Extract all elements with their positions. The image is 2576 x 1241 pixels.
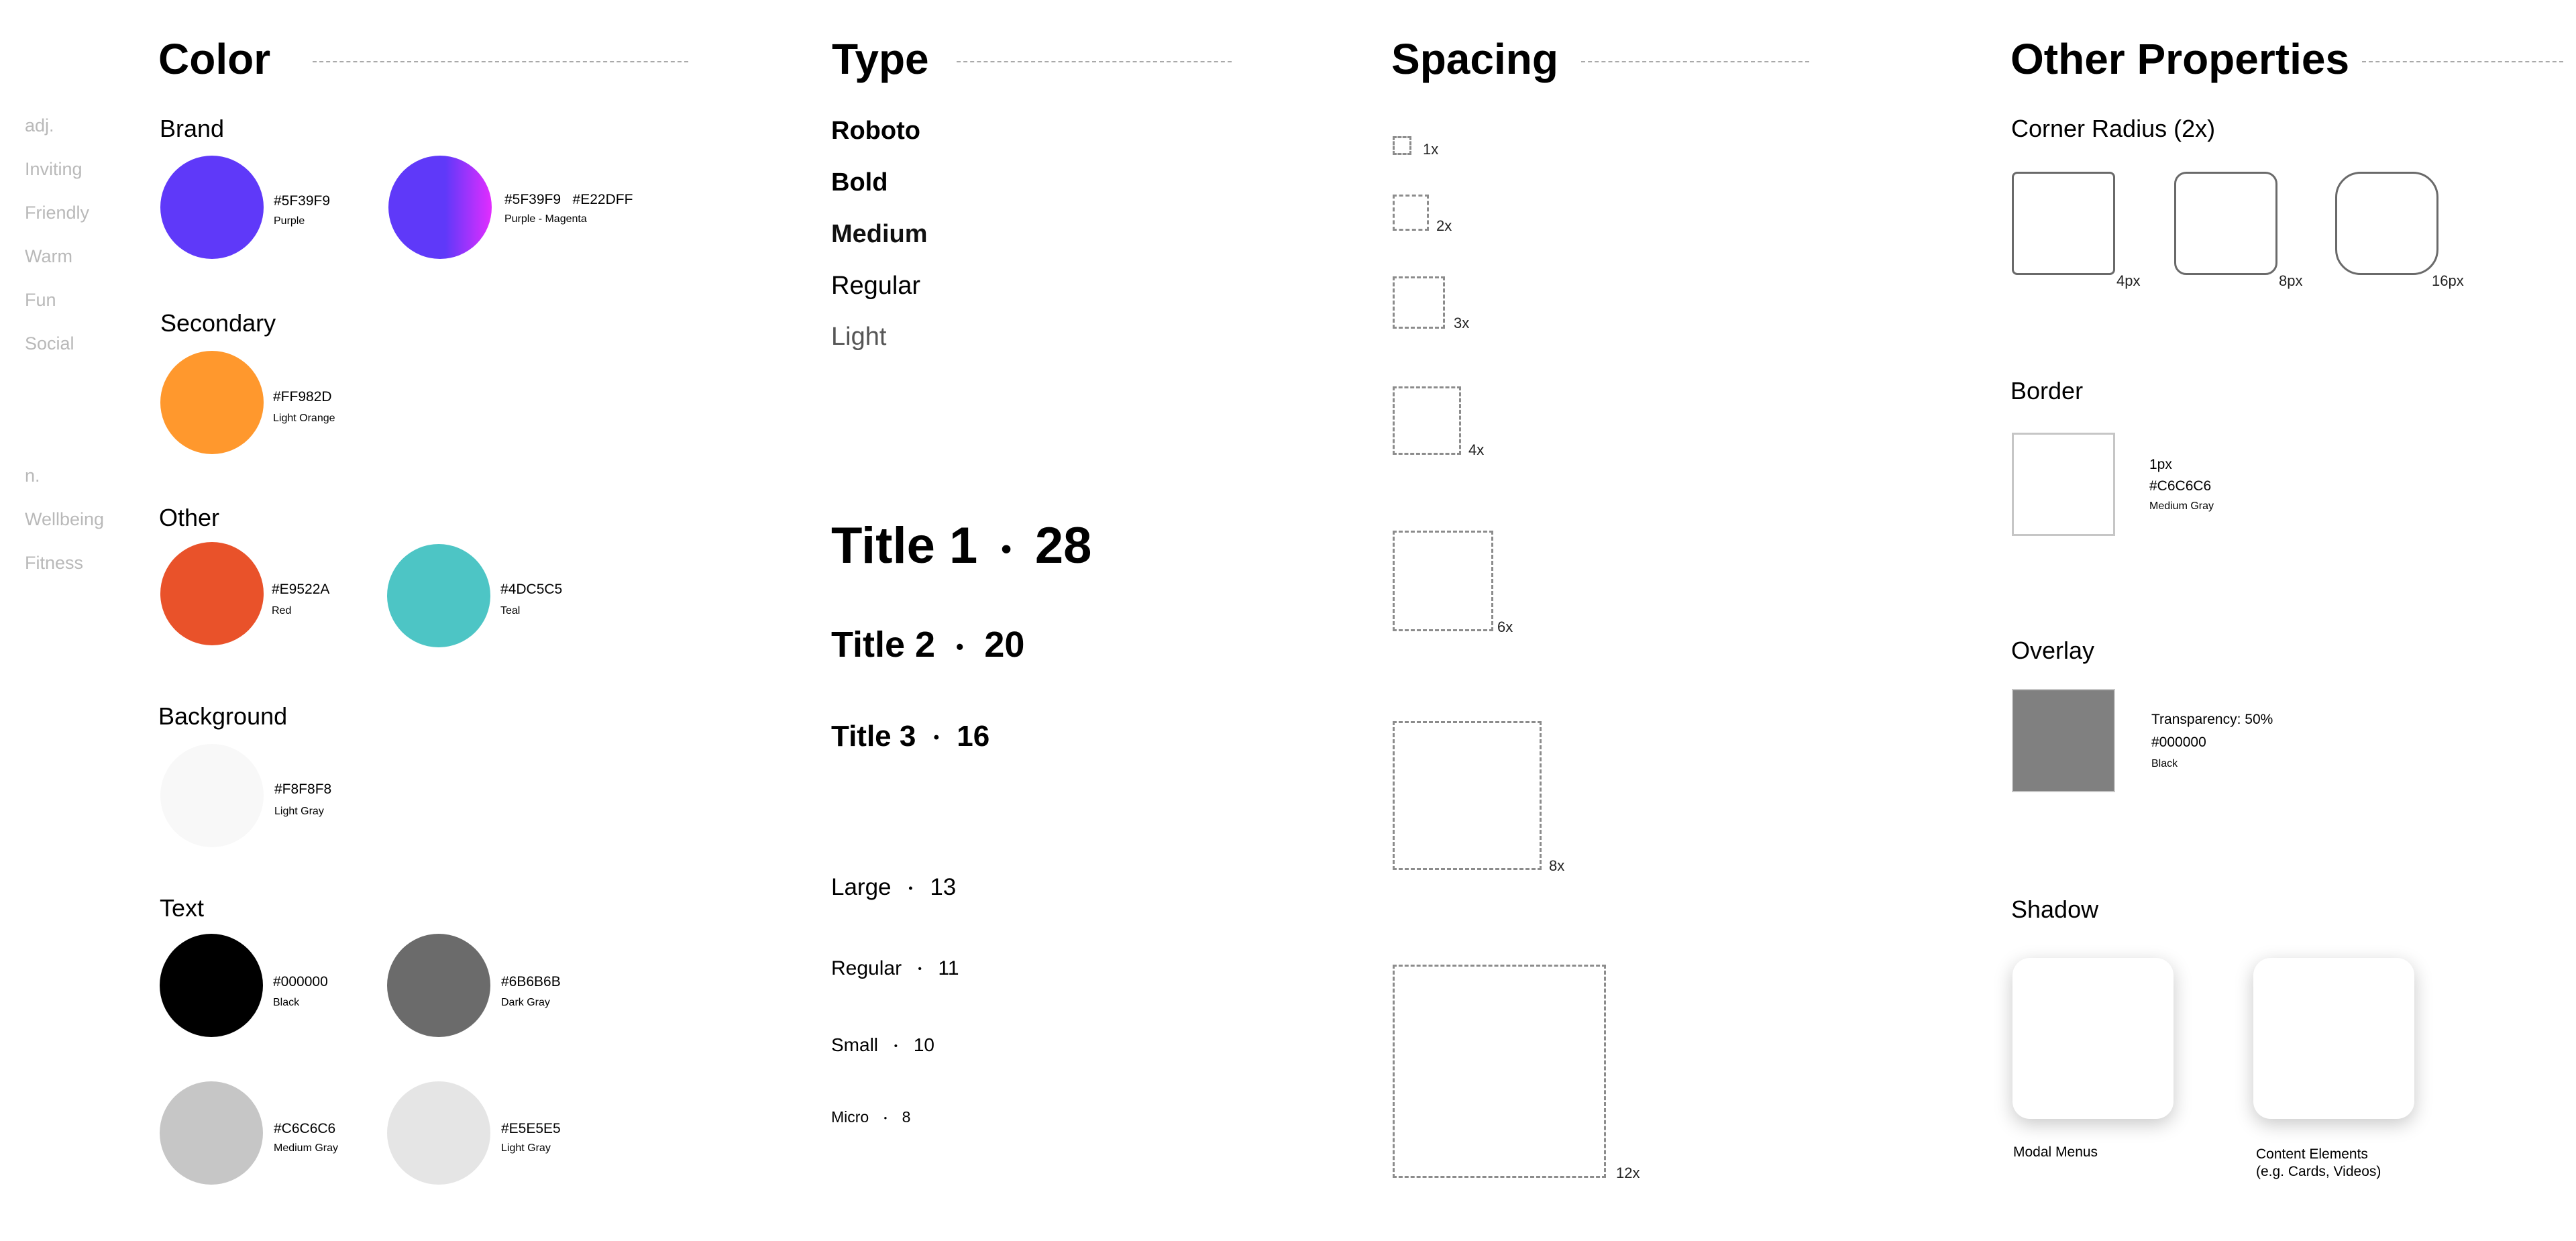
swatch-light-orange	[160, 351, 264, 454]
swatch-light-gray-hex: #E5E5E5	[501, 1121, 561, 1136]
border-hex: #C6C6C6	[2149, 478, 2212, 494]
secondary-heading: Secondary	[160, 309, 276, 337]
swatch-light-orange-name: Light Orange	[273, 413, 335, 424]
type-body-regular-name: Regular	[831, 957, 902, 979]
shadow-content-label-line1: Content Elements	[2256, 1146, 2368, 1162]
type-body-micro-name: Micro	[831, 1108, 869, 1126]
color-title-divider	[313, 61, 688, 62]
spacing-label-12x: 12x	[1616, 1165, 1640, 1181]
type-body-small-separator: •	[894, 1040, 898, 1053]
swatch-purple-hex: #5F39F9	[274, 193, 331, 209]
type-section-title: Type	[832, 35, 929, 83]
type-title-3-separator: •	[933, 729, 939, 747]
adj-item-fun: Fun	[25, 290, 56, 310]
corner-radius-16px-label: 16px	[2432, 272, 2464, 289]
swatch-light-gray	[387, 1081, 490, 1185]
overlay-color-name: Black	[2151, 758, 2178, 769]
adj-item-friendly: Friendly	[25, 203, 90, 223]
type-body-small-size: 10	[913, 1034, 934, 1055]
swatch-light-gray-background	[160, 744, 264, 847]
background-heading: Background	[158, 702, 288, 730]
noun-label: n.	[25, 466, 40, 486]
swatch-red	[160, 542, 264, 645]
noun-item-fitness: Fitness	[25, 553, 84, 573]
swatch-medium-gray	[160, 1081, 263, 1185]
border-heading: Border	[2010, 377, 2084, 404]
overlay-transparency: Transparency: 50%	[2151, 712, 2273, 727]
swatch-purple-name: Purple	[274, 215, 305, 227]
swatch-dark-gray-hex: #6B6B6B	[501, 974, 561, 989]
border-color-name: Medium Gray	[2149, 500, 2214, 512]
corner-radius-4px-box	[2012, 172, 2115, 275]
shadow-heading: Shadow	[2011, 896, 2099, 923]
swatch-black-hex: #000000	[273, 974, 328, 989]
type-body-large-separator: •	[908, 881, 913, 896]
adj-item-social: Social	[25, 333, 74, 354]
shadow-modal-label: Modal Menus	[2013, 1144, 2098, 1160]
type-weight-bold: Bold	[831, 168, 888, 197]
type-body-regular	[831, 957, 959, 980]
brand-heading: Brand	[160, 115, 225, 142]
swatch-light-orange-hex: #FF982D	[273, 389, 332, 404]
spacing-label-2x: 2x	[1436, 217, 1452, 234]
swatch-medium-gray-name: Medium Gray	[274, 1142, 339, 1154]
spacing-label-8x: 8x	[1549, 857, 1565, 874]
swatch-teal-hex: #4DC5C5	[500, 582, 563, 597]
shadow-modal-sample	[2012, 958, 2174, 1119]
spacing-box-12x	[1393, 965, 1606, 1178]
color-section-title: Color	[158, 35, 271, 83]
swatch-black-name: Black	[273, 997, 300, 1008]
overlay-sample-box	[2012, 689, 2115, 792]
type-title-3-name: Title 3	[831, 720, 916, 753]
corner-radius-16px-box	[2335, 172, 2438, 275]
swatch-light-gray-name: Light Gray	[501, 1142, 551, 1154]
swatch-background-name: Light Gray	[274, 806, 324, 817]
other-heading: Other	[159, 504, 220, 531]
swatch-purple	[160, 156, 264, 259]
type-title-2-separator: •	[956, 635, 964, 659]
corner-radius-4px-label: 4px	[2116, 272, 2141, 289]
text-heading: Text	[160, 894, 205, 922]
type-title-1-size: 28	[1034, 517, 1092, 574]
type-weight-medium: Medium	[831, 220, 928, 248]
swatch-dark-gray	[387, 934, 490, 1037]
type-body-small-name: Small	[831, 1034, 879, 1055]
spacing-box-1x	[1393, 136, 1411, 155]
type-body-large	[831, 874, 956, 901]
spacing-title-divider	[1581, 61, 1809, 62]
adj-item-inviting: Inviting	[25, 159, 83, 179]
type-family-roboto: Roboto	[831, 117, 920, 145]
type-body-large-name: Large	[831, 874, 892, 900]
type-body-micro-separator: •	[883, 1113, 888, 1124]
swatch-red-name: Red	[272, 605, 292, 616]
other-properties-section-title: Other Properties	[2010, 35, 2350, 83]
swatch-background-hex: #F8F8F8	[274, 781, 332, 797]
type-body-micro	[831, 1108, 910, 1126]
shadow-content-sample	[2253, 958, 2414, 1119]
type-title-3	[831, 720, 989, 753]
corner-radius-8px-label: 8px	[2279, 272, 2303, 289]
type-title-divider	[957, 61, 1232, 62]
swatch-medium-gray-hex: #C6C6C6	[274, 1121, 336, 1136]
shadow-content-label-line2: (e.g. Cards, Videos)	[2256, 1164, 2381, 1179]
corner-radius-heading: Corner Radius (2x)	[2011, 115, 2216, 142]
border-width: 1px	[2149, 457, 2172, 472]
swatch-black	[160, 934, 263, 1037]
type-body-regular-separator: •	[918, 963, 922, 975]
swatch-dark-gray-name: Dark Gray	[501, 997, 550, 1008]
overlay-heading: Overlay	[2011, 637, 2095, 664]
type-title-1-separator: •	[1001, 532, 1012, 565]
border-sample-box	[2012, 433, 2115, 536]
adj-item-warm: Warm	[25, 246, 72, 266]
type-title-3-size: 16	[957, 720, 990, 753]
spacing-label-1x: 1x	[1423, 141, 1439, 158]
swatch-purple-magenta-name: Purple - Magenta	[504, 213, 587, 225]
corner-radius-8px-box	[2174, 172, 2277, 275]
type-title-2-name: Title 2	[831, 625, 936, 665]
spacing-box-2x	[1393, 195, 1429, 231]
spacing-box-6x	[1393, 531, 1493, 631]
type-body-micro-size: 8	[902, 1108, 911, 1126]
spacing-section-title: Spacing	[1391, 35, 1558, 83]
spacing-box-8x	[1393, 721, 1542, 870]
swatch-teal	[387, 544, 490, 647]
type-weight-regular: Regular	[831, 272, 921, 300]
swatch-purple-magenta-hex: #5F39F9 #E22DFF	[504, 192, 633, 207]
spacing-box-3x	[1393, 276, 1445, 329]
type-title-2-size: 20	[984, 625, 1025, 665]
type-weight-light: Light	[831, 323, 887, 351]
other-properties-title-divider	[2362, 61, 2563, 62]
spacing-box-4x	[1393, 386, 1461, 455]
swatch-red-hex: #E9522A	[272, 582, 330, 597]
adj-label: adj.	[25, 115, 54, 136]
swatch-teal-name: Teal	[500, 605, 521, 616]
swatch-purple-magenta	[388, 156, 492, 259]
spacing-label-4x: 4x	[1468, 441, 1485, 458]
type-body-large-size: 13	[930, 874, 957, 900]
spacing-label-3x: 3x	[1454, 315, 1470, 331]
type-title-2	[831, 624, 1024, 665]
type-body-regular-size: 11	[938, 957, 959, 979]
spacing-label-6x: 6x	[1497, 618, 1513, 635]
noun-item-wellbeing: Wellbeing	[25, 509, 105, 529]
type-body-small	[831, 1034, 934, 1056]
overlay-hex: #000000	[2151, 735, 2206, 750]
type-title-1	[831, 517, 1091, 575]
type-title-1-name: Title 1	[831, 517, 978, 574]
